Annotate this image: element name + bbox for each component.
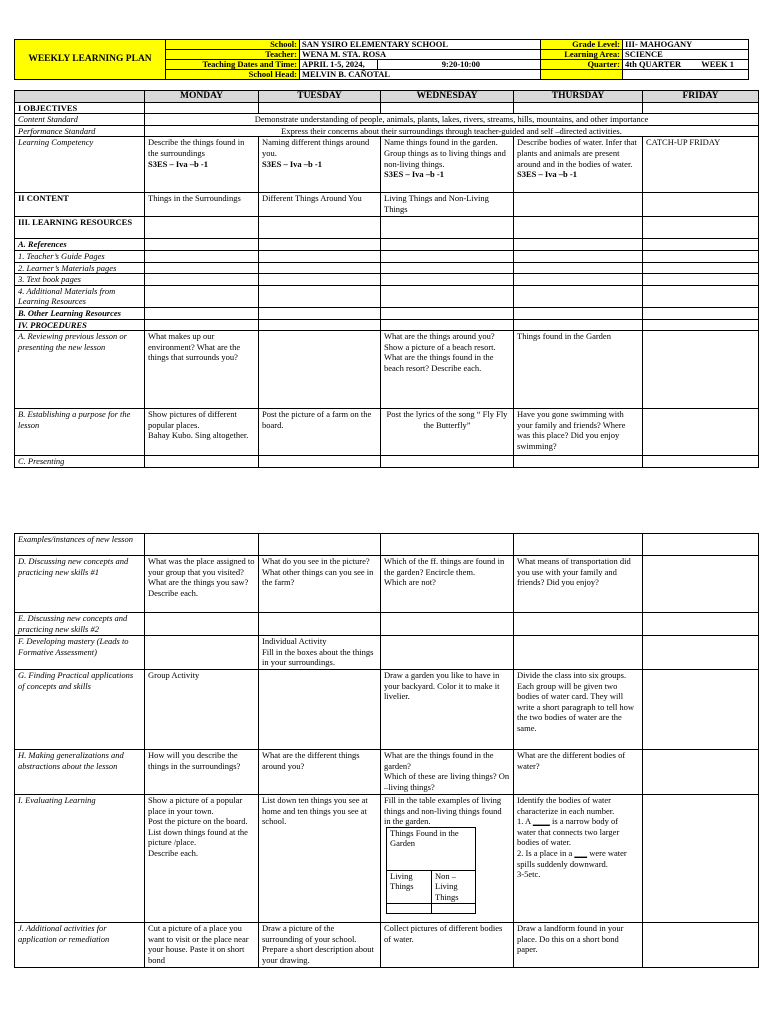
proc-h-label: H. Making generalizations and abstractions about the lesson (15, 750, 145, 795)
additional-label: 4. Additional Materials from Learning Resources (15, 285, 145, 307)
proc-j-wednesday: Collect pictures of different bodies of water. (381, 923, 514, 968)
proc-d-label: D. Discussing new concepts and practicing new skills #1 (15, 556, 145, 613)
competency-tuesday: Naming different things around you. S3ES – Iva –b -1 (259, 137, 381, 193)
day-header-friday: FRIDAY (643, 91, 759, 103)
proc-g-thursday: Divide the class into six groups. Each group will be given two bodies of water card. They will write a short paragraph to tell how the two bodies of water are the same. (514, 670, 643, 750)
proc-j-label: J. Additional activities for application or remediation (15, 923, 145, 968)
references-heading: A. References (15, 239, 145, 251)
living-things-header: Living Things (387, 870, 432, 903)
proc-h-tuesday: What are the different things around you? (259, 750, 381, 795)
proc-i-wednesday: Fill in the table examples of living things and non-living things found in the garden. Things Found in the Garden Living Things Non – Living Things (381, 795, 514, 923)
learning-competency-label: Learning Competency (15, 137, 145, 193)
school-value: SAN YSIRO ELEMENTARY SCHOOL (300, 40, 541, 50)
proc-f-label: F. Developing mastery (Leads to Formative Assessment) (15, 636, 145, 670)
proc-a-monday: What makes up our environment? What are the things that surrounds you? (145, 331, 259, 409)
nonliving-things-header: Non – Living Things (432, 870, 476, 903)
proc-a-label: A. Reviewing previous lesson or presenting the new lesson (15, 331, 145, 409)
proc-d-tuesday: What do you see in the picture? What other things can you see in the farm? (259, 556, 381, 613)
proc-b-thursday: Have you gone swimming with your family and friends? Where was this place? Did you enjoy swimming? (514, 409, 643, 456)
procedures-heading: IV. PROCEDURES (15, 319, 145, 331)
proc-f-tuesday: Individual Activity Fill in the boxes about the things in your surroundings. (259, 636, 381, 670)
proc-j-thursday: Draw a landform found in your place. Do this on a short bond paper. (514, 923, 643, 968)
content-wednesday: Living Things and Non-Living Things (381, 193, 514, 217)
day-header-thursday: THURSDAY (514, 91, 643, 103)
proc-j-monday: Cut a picture of a place you want to visit or the place near your house. Paste it on short bond (145, 923, 259, 968)
objectives-heading: I OBJECTIVES (15, 102, 145, 114)
content-tuesday: Different Things Around You (259, 193, 381, 217)
head-value: MELVIN B. CAÑOTAL (300, 70, 541, 80)
plan-table-part1 (14, 90, 759, 468)
thursday-q2: 2. Is a place in a ___ were water spills suddenly downward. (517, 847, 627, 869)
proc-j-tuesday: Draw a picture of the surrounding of your school. Prepare a short description about your drawing. (259, 923, 381, 968)
grade-label: Grade Level: (541, 40, 623, 50)
proc-b-tuesday: Post the picture of a farm on the board. (259, 409, 381, 456)
plan-title: WEEKLY LEARNING PLAN (15, 40, 166, 80)
learning-resources-heading: III. LEARNING RESOURCES (15, 217, 145, 239)
tg-label: 1. Teacher’s Guide Pages (15, 250, 145, 262)
living-things-table (386, 827, 476, 914)
quarter-value: 4th QUARTER (625, 59, 682, 69)
content-monday: Things in the Surroundings (145, 193, 259, 217)
school-label: School: (166, 40, 300, 50)
proc-i-label: I. Evaluating Learning (15, 795, 145, 923)
area-label: Learning Area: (541, 50, 623, 60)
day-header-monday: MONDAY (145, 91, 259, 103)
proc-i-thursday: Identify the bodies of water characterize in each number. 1. A ____ is a narrow body of water that connects two larger bodies of water. 2. Is a place in a ___ were water spills suddenly downward. 3-5etc. (514, 795, 643, 923)
quarter-cell (623, 60, 749, 70)
garden-things-header: Things Found in the Garden (387, 827, 476, 870)
blank-yellow (541, 70, 623, 80)
corner-cell (15, 91, 145, 103)
proc-h-monday: How will you describe the things in the surroundings? (145, 750, 259, 795)
grade-value: III- MAHOGANY (623, 40, 749, 50)
day-header-wednesday: WEDNESDAY (381, 91, 514, 103)
blank-cell (623, 70, 749, 80)
proc-d-thursday: What means of transportation did you use with your family and friends? Did you enjoy? (514, 556, 643, 613)
proc-a-thursday: Things found in the Garden (514, 331, 643, 409)
proc-h-thursday: What are the different bodies of water? (514, 750, 643, 795)
dates-label: Teaching Dates and Time: (166, 60, 300, 70)
competency-wednesday: Name things found in the garden. Group things as to living things and non-living things. S3ES – Iva –b -1 (381, 137, 514, 193)
proc-a-wednesday: What are the things around you? Show a picture of a beach resort. What are the things found in the beach resort? Describe each. (381, 331, 514, 409)
proc-g-monday: Group Activity (145, 670, 259, 750)
time-value: 9:20-10:00 (378, 60, 541, 70)
performance-standard-label: Performance Standard (15, 125, 145, 137)
proc-h-wednesday: What are the things found in the garden? Which of these are living things? On –living things? (381, 750, 514, 795)
competency-monday: Describe the things found in the surroundings S3ES – Iva –b -1 (145, 137, 259, 193)
day-header-tuesday: TUESDAY (259, 91, 381, 103)
proc-d-monday: What was the place assigned to your group that you visited? What are the things you saw? Describe each. (145, 556, 259, 613)
area-value: SCIENCE (623, 50, 749, 60)
proc-b-monday: Show pictures of different popular places. Bahay Kubo. Sing altogether. (145, 409, 259, 456)
proc-c-label: C. Presenting (15, 456, 145, 468)
textbook-label: 3. Text book pages (15, 274, 145, 286)
content-heading: II CONTENT (15, 193, 145, 217)
quarter-label: Quarter: (541, 60, 623, 70)
proc-d-wednesday: Which of the ff. things are found in the garden? Encircle them. Which are not? (381, 556, 514, 613)
proc-i-tuesday: List down ten things you see at home and ten things you see at school. (259, 795, 381, 923)
dates-value: APRIL 1-5, 2024, (300, 60, 378, 70)
teacher-label: Teacher: (166, 50, 300, 60)
header-table (14, 39, 749, 80)
week-value: WEEK 1 (701, 59, 735, 69)
proc-e-label: E. Discussing new concepts and practicing new skills #2 (15, 613, 145, 636)
proc-b-label: B. Establishing a purpose for the lesson (15, 409, 145, 456)
proc-g-wednesday: Draw a garden you like to have in your backyard. Color it to make it livelier. (381, 670, 514, 750)
proc-b-wednesday: Post the lyrics of the song “ Fly Fly the Butterfly” (381, 409, 514, 456)
thursday-q1: 1. A ____ is a narrow body of water that connects two larger bodies of water. (517, 816, 620, 848)
competency-thursday: Describe bodies of water. Infer that plants and animals are present around and in the bodies of water. S3ES – Iva –b -1 (514, 137, 643, 193)
competency-friday: CATCH-UP FRIDAY (643, 137, 759, 193)
content-standard-text: Demonstrate understanding of people, animals, plants, lakes, rivers, streams, hills, mountains, and other importance (145, 114, 759, 126)
teacher-value: WENA M. STA. ROSA (300, 50, 541, 60)
plan-table-part2 (14, 533, 759, 968)
proc-c2-label: Examples/instances of new lesson (15, 534, 145, 556)
head-label: School Head: (166, 70, 300, 80)
lm-label: 2. Learner’s Materials pages (15, 262, 145, 274)
other-resources-heading: B. Other Learning Resources (15, 307, 145, 319)
performance-standard-text: Express their concerns about their surroundings through teacher-guided and self –directed activities. (145, 125, 759, 137)
proc-g-label: G. Finding Practical applications of concepts and skills (15, 670, 145, 750)
content-standard-label: Content Standard (15, 114, 145, 126)
proc-i-monday: Show a picture of a popular place in your town. Post the picture on the board. List down things found at the picture /place. Describe each. (145, 795, 259, 923)
